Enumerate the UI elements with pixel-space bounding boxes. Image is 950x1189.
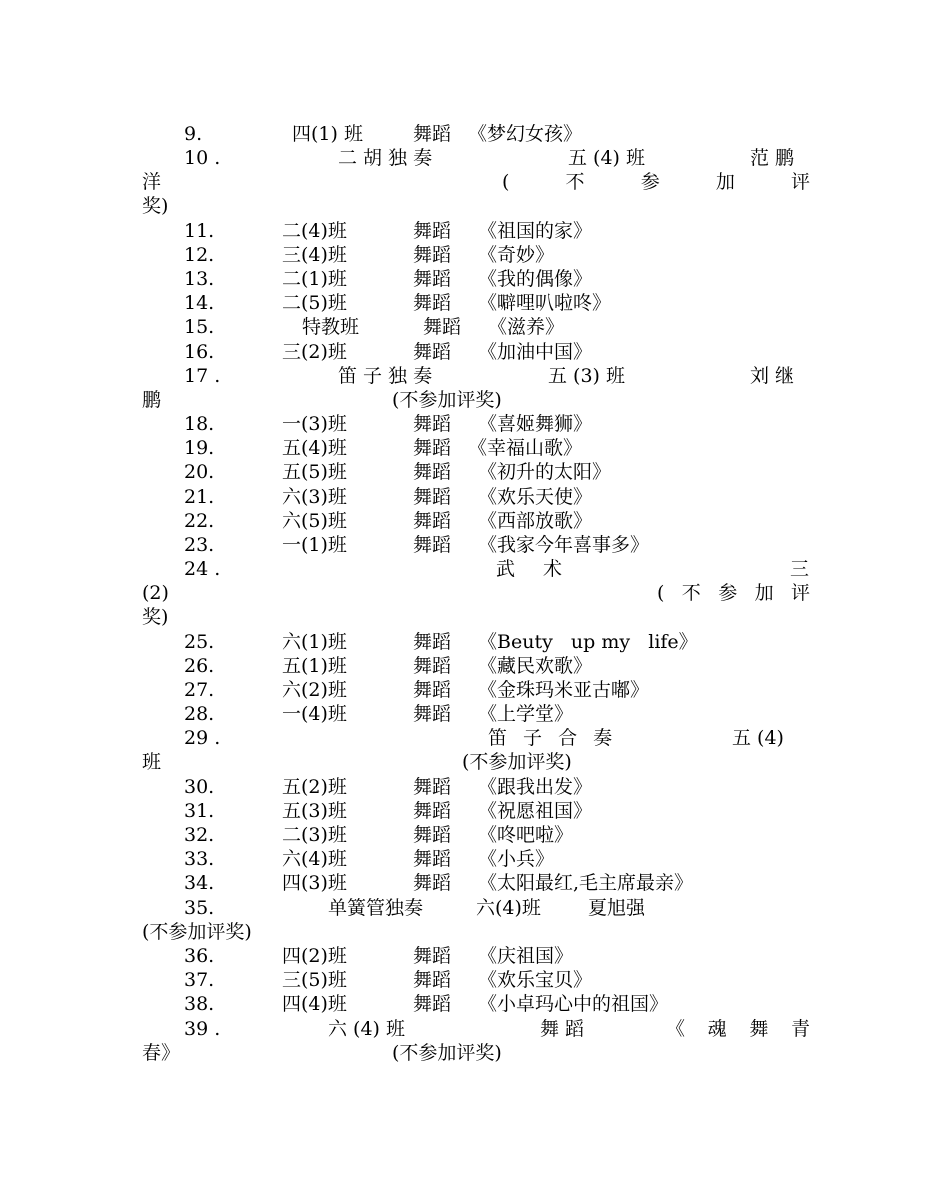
note-char: 不 [565,171,585,193]
item-type: 舞蹈 [413,220,452,242]
item-number: 36. [184,945,215,967]
item-class: 六(2)班 [282,679,347,701]
item-act: 笛 子 独 奏 [338,365,433,387]
note-char: 不 [681,582,701,604]
item-number: 18. [184,413,215,435]
item-type: 舞蹈 [413,510,452,532]
item-performer: 夏旭强 [588,897,646,919]
item-title: 《我家今年喜事多》 [478,534,650,556]
list-item [0,630,950,654]
list-item [0,485,950,509]
list-item [0,122,950,146]
item-wrap: 春》 [142,1042,181,1064]
item-number: 9. [184,123,203,145]
item-wrap: 奖) [142,606,169,628]
item-class: 四(1) 班 [292,123,363,145]
item-class: 一(3)班 [282,413,347,435]
list-item [0,726,950,750]
item-title: 《庆祖国》 [478,945,574,967]
list-item [0,871,950,895]
list-item [0,436,950,460]
item-number: 35. [184,897,215,919]
note-char: 加 [754,582,774,604]
item-class: 五(2)班 [282,776,347,798]
item-class: 六(4)班 [282,848,347,870]
list-item [0,654,950,678]
item-class: 二(4)班 [282,220,347,242]
note-char: 加 [715,171,735,193]
list-item [0,775,950,799]
item-class: 六(3)班 [282,486,347,508]
item-type: 舞蹈 [413,292,452,314]
item-title: 《小卓玛心中的祖国》 [478,993,669,1015]
list-item [0,702,950,726]
item-note: (不参加评奖) [392,1042,502,1064]
list-item [0,340,950,364]
item-title: 《欢乐宝贝》 [478,969,593,991]
item-type: 舞蹈 [413,824,452,846]
item-number: 27. [184,679,215,701]
item-type: 舞蹈 [413,268,452,290]
item-class: 五(5)班 [282,461,347,483]
item-number: 11. [184,220,215,242]
item-title: 《欢乐天使》 [478,486,593,508]
list-item [0,412,950,436]
list-item [0,364,950,388]
item-number: 19. [184,437,215,459]
item-number: 29 . [184,727,221,749]
item-number: 14. [184,292,215,314]
item-number: 13. [184,268,215,290]
item-title: 《祝愿祖国》 [478,800,593,822]
item-class: 特教班 [302,316,360,338]
item-note: (不参加评奖) [462,751,572,773]
list-item [0,823,950,847]
item-type: 舞蹈 [413,655,452,677]
item-wrap: (2) [142,582,169,604]
item-number: 38. [184,993,215,1015]
item-class: 三 [790,558,810,580]
note-char: 评 [790,171,810,193]
item-title: 《梦幻女孩》 [468,123,583,145]
list-item [0,460,950,484]
list-item-continued [0,605,950,629]
list-item [0,847,950,871]
item-class: 四(3)班 [282,872,347,894]
item-title: 《金珠玛米亚古嘟》 [478,679,650,701]
list-item [0,533,950,557]
item-number: 25. [184,631,215,653]
item-number: 15. [184,316,215,338]
item-title: 《幸福山歌》 [468,437,583,459]
item-type: 舞蹈 [413,486,452,508]
item-number: 16. [184,341,215,363]
item-class: 四(2)班 [282,945,347,967]
item-performer: 刘 继 [750,365,795,387]
item-class: 二(5)班 [282,292,347,314]
item-class: 五(3)班 [282,800,347,822]
item-type: 舞蹈 [413,993,452,1015]
item-number: 24 . [184,558,221,580]
item-title: 《我的偶像》 [478,268,593,290]
item-type: 舞 蹈 [540,1018,585,1040]
item-wrap: 奖) [142,195,169,217]
item-performer: 范 鹏 [750,147,795,169]
item-number: 31. [184,800,215,822]
list-item-continued [0,194,950,218]
item-class: 三(5)班 [282,969,347,991]
item-class: 二(1)班 [282,268,347,290]
list-item [0,992,950,1016]
item-number: 10 . [184,147,221,169]
item-number: 34. [184,872,215,894]
item-title: 《喜姬舞狮》 [478,413,593,435]
item-number: 28. [184,703,215,725]
list-item [0,944,950,968]
note-char: ( [657,582,665,604]
list-item [0,243,950,267]
item-title: 《咚吧啦》 [478,824,574,846]
item-title: 《祖国的家》 [478,220,593,242]
item-number: 12. [184,244,215,266]
list-item [0,267,950,291]
item-type: 舞蹈 [413,776,452,798]
list-item [0,219,950,243]
item-note: (不参加评奖) [142,921,252,943]
item-number: 26. [184,655,215,677]
list-item [0,799,950,823]
note-char: 参 [718,582,738,604]
list-item [0,509,950,533]
item-title: 《Beuty up my life》 [478,631,698,653]
item-title: 《噼哩叭啦咚》 [478,292,612,314]
list-item [0,315,950,339]
item-class: 六(1)班 [282,631,347,653]
title-char: 青 [790,1018,810,1040]
item-number: 39 . [184,1018,221,1040]
item-type: 舞蹈 [413,848,452,870]
item-title: 《上学堂》 [478,703,574,725]
item-type: 舞蹈 [413,872,452,894]
item-note [502,170,810,194]
item-number: 33. [184,848,215,870]
item-class: 五 (4) 班 [568,147,645,169]
item-class: 六(5)班 [282,510,347,532]
item-title [666,1017,810,1041]
note-char: 参 [640,171,660,193]
item-title: 《滋养》 [488,316,565,338]
item-type: 舞蹈 [413,437,452,459]
item-note [657,581,810,605]
item-type: 舞蹈 [413,800,452,822]
item-title: 《初升的太阳》 [478,461,612,483]
item-type: 舞蹈 [413,461,452,483]
item-type: 舞蹈 [413,679,452,701]
item-number: 20. [184,461,215,483]
title-char: 舞 [749,1018,769,1040]
list-item-continued [0,920,950,944]
list-item [0,678,950,702]
item-number: 30. [184,776,215,798]
item-class: 五 (4) [732,727,784,749]
item-type: 舞蹈 [423,316,462,338]
item-class: 三(2)班 [282,341,347,363]
item-type: 舞蹈 [413,969,452,991]
item-title: 《小兵》 [478,848,555,870]
item-type: 舞蹈 [413,341,452,363]
item-type: 舞蹈 [413,123,452,145]
item-title: 《西部放歌》 [478,510,593,532]
list-item [0,557,950,581]
item-class: 一(4)班 [282,703,347,725]
item-number: 21. [184,486,215,508]
item-type: 舞蹈 [413,413,452,435]
item-number: 32. [184,824,215,846]
item-class: 三(4)班 [282,244,347,266]
item-class: 一(1)班 [282,534,347,556]
item-act: 武 术 [496,558,563,580]
item-number: 22. [184,510,215,532]
item-number: 17 . [184,365,221,387]
title-char: 《 [666,1018,686,1040]
item-class: 二(3)班 [282,824,347,846]
list-item [0,146,950,170]
item-wrap: 鹏 [142,389,162,411]
item-title: 《奇妙》 [478,244,555,266]
note-char: 评 [790,582,810,604]
item-type: 舞蹈 [413,945,452,967]
item-class: 五(1)班 [282,655,347,677]
list-item-continued [0,750,950,774]
item-act: 二 胡 独 奏 [338,147,433,169]
item-title: 《加油中国》 [478,341,593,363]
note-char: ( [502,171,510,193]
item-wrap: 洋 [142,171,162,193]
item-act: 单簧管独奏 [328,897,424,919]
item-title: 《藏民欢歌》 [478,655,593,677]
item-class: 四(4)班 [282,993,347,1015]
item-class: 五 (3) 班 [548,365,625,387]
item-type: 舞蹈 [413,244,452,266]
item-number: 37. [184,969,215,991]
item-title: 《太阳最红,毛主席最亲》 [478,872,694,894]
item-act: 笛 子 合 奏 [488,727,613,749]
list-item [0,896,950,920]
item-class: 六(4)班 [476,897,541,919]
list-item-continued [0,1041,950,1065]
list-item [0,968,950,992]
item-type: 舞蹈 [413,703,452,725]
item-type: 舞蹈 [413,534,452,556]
item-class: 五(4)班 [282,437,347,459]
list-item [0,291,950,315]
item-wrap: 班 [142,751,162,773]
item-type: 舞蹈 [413,631,452,653]
item-class: 六 (4) 班 [328,1018,405,1040]
item-note: (不参加评奖) [392,389,502,411]
item-title: 《跟我出发》 [478,776,593,798]
item-number: 23. [184,534,215,556]
title-char: 魂 [707,1018,727,1040]
list-item-continued [0,388,950,412]
